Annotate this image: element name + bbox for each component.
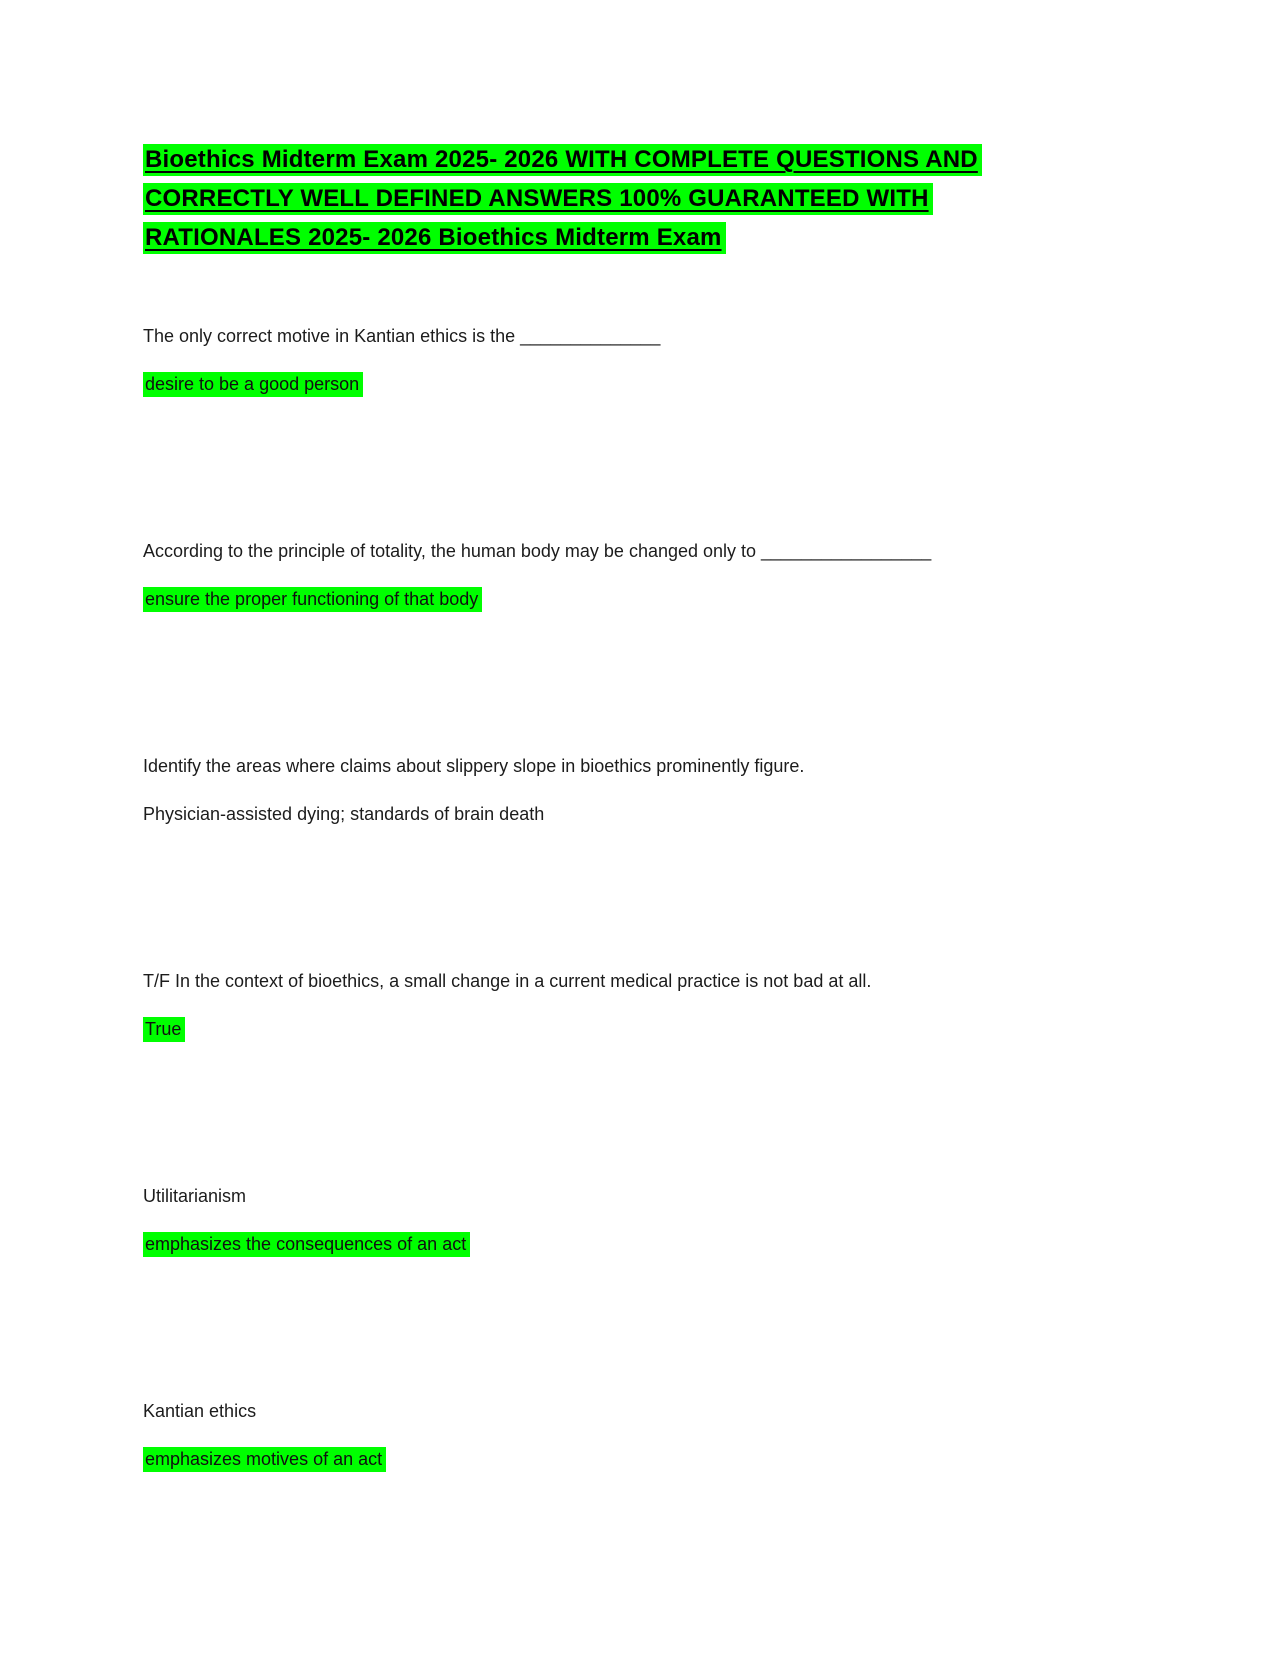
answer-text: True (143, 1017, 185, 1042)
answer-line (143, 1446, 1160, 1472)
answer-line (143, 586, 1160, 612)
answer-text: Physician-assisted dying; standards of brain death (143, 804, 545, 824)
answer-text: emphasizes motives of an act (143, 1447, 386, 1472)
qa-item (143, 323, 1160, 397)
title-line (143, 218, 1160, 257)
title-text: CORRECTLY WELL DEFINED ANSWERS 100% GUARANTEED WITH (143, 183, 933, 215)
qa-item (143, 1183, 1160, 1257)
qa-item (143, 753, 1160, 827)
question-text: The only correct motive in Kantian ethics is the ______________ (143, 326, 661, 346)
title-line (143, 140, 1160, 179)
answer-text: ensure the proper functioning of that body (143, 587, 482, 612)
qa-list (143, 323, 1160, 1472)
answer-text: emphasizes the consequences of an act (143, 1232, 470, 1257)
question-text: According to the principle of totality, the human body may be changed only to _________________ (143, 541, 932, 561)
answer-line (143, 371, 1160, 397)
answer-line (143, 801, 1160, 827)
qa-item (143, 968, 1160, 1042)
qa-item (143, 538, 1160, 612)
answer-line (143, 1016, 1160, 1042)
question-text: Utilitarianism (143, 1186, 247, 1206)
answer-line (143, 1231, 1160, 1257)
question-text: Identify the areas where claims about slippery slope in bioethics prominently figure. (143, 756, 805, 776)
question-text: T/F In the context of bioethics, a small change in a current medical practice is not bad at all. (143, 971, 872, 991)
title-text: Bioethics Midterm Exam 2025- 2026 WITH COMPLETE QUESTIONS AND (143, 144, 982, 176)
answer-text: desire to be a good person (143, 372, 363, 397)
question-text: Kantian ethics (143, 1401, 257, 1421)
qa-item (143, 1398, 1160, 1472)
document-content (143, 140, 1160, 1472)
title-line (143, 179, 1160, 218)
title-text: RATIONALES 2025- 2026 Bioethics Midterm Exam (143, 222, 726, 254)
document-title (143, 140, 1160, 257)
